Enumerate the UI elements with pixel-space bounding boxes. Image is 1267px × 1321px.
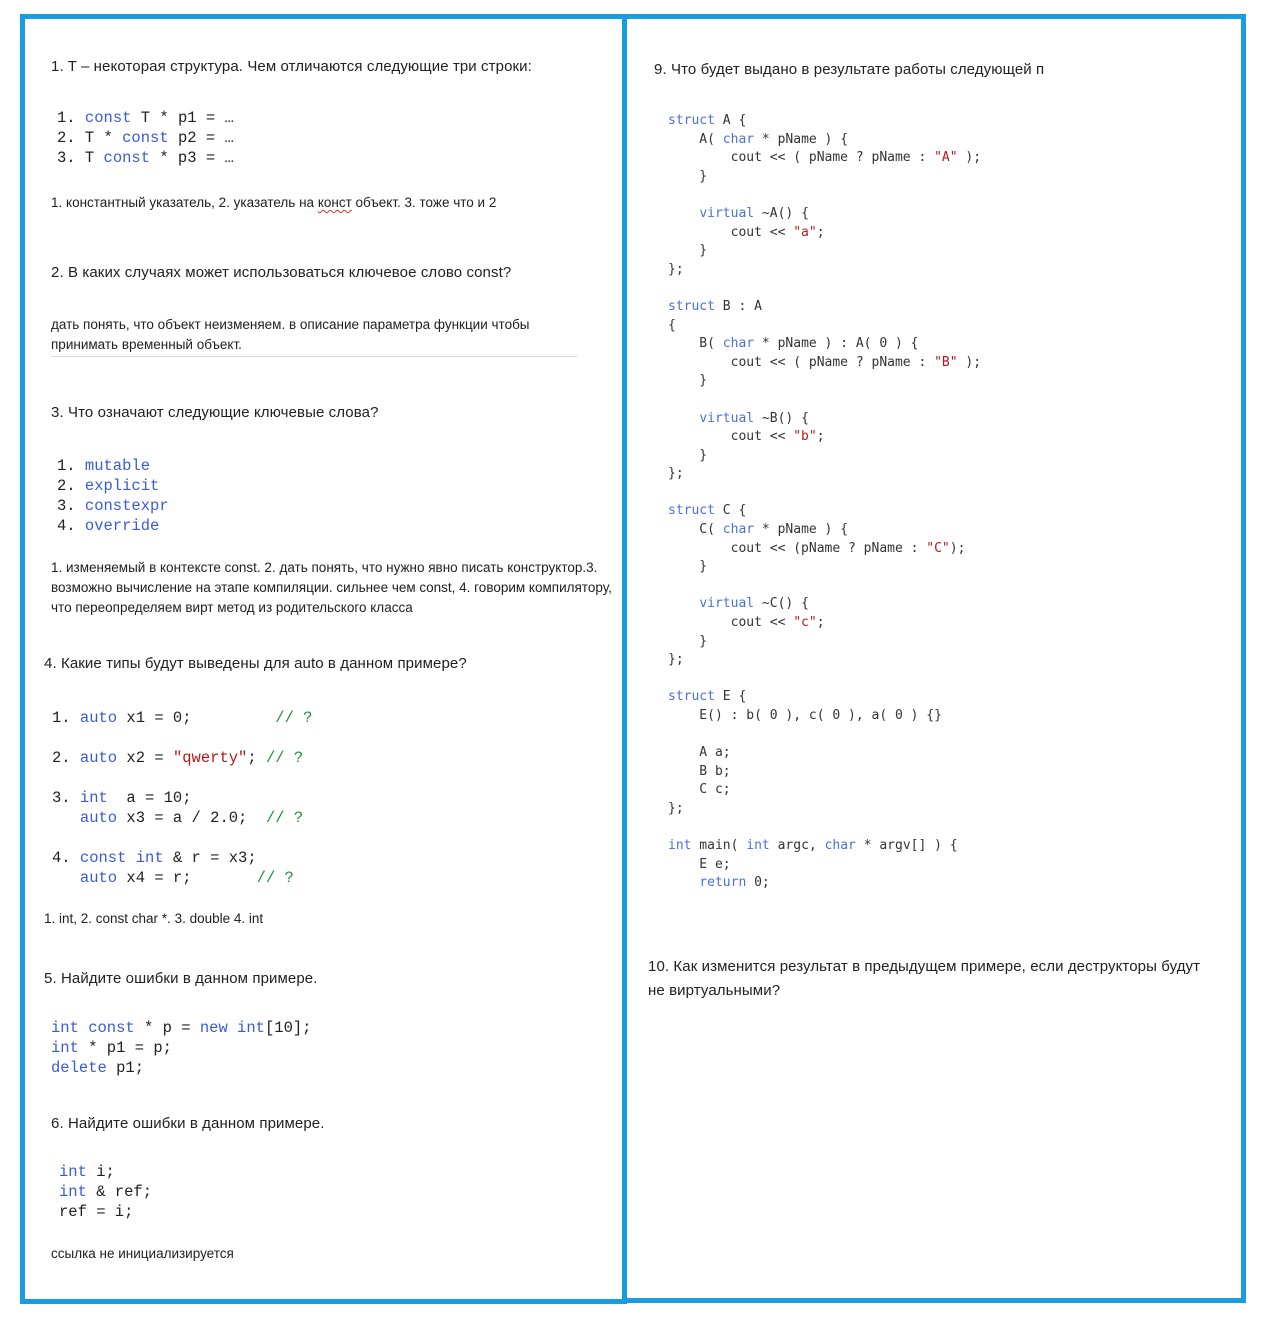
question-5-title: 5. Найдите ошибки в данном примере.: [44, 970, 318, 987]
question-2-answer: дать понять, что объект неизменяем. в описание параметра функции чтобы принимать временный объект.: [51, 317, 530, 352]
question-6-answer: ссылка не инициализируется: [51, 1246, 234, 1261]
question-9-title: 9. Что будет выдано в результате работы следующей п: [654, 61, 1045, 78]
question-2-title: 2. В каких случаях может использоваться ключевое слово const?: [51, 264, 512, 281]
question-4-title: 4. Какие типы будут выведены для auto в данном примере?: [44, 655, 467, 672]
question-3-title: 3. Что означают следующие ключевые слова?: [51, 404, 379, 421]
question-4-code: 1. auto x1 = 0; // ? 2. auto x2 = "qwerty"; // ? 3. int a = 10; auto x3 = a / 2.0; // ? 4. const int & r = x3; auto x4 = r; // ?: [52, 709, 313, 887]
question-1-title: 1. T – некоторая структура. Чем отличаются следующие три строки:: [51, 58, 532, 75]
question-3-code: 1. mutable 2. explicit 3. constexpr 4. override: [57, 457, 169, 535]
question-4-answer: 1. int, 2. const char *. 3. double 4. int: [44, 911, 264, 926]
question-9-code: struct A { A( char * pName ) { cout << ( pName ? pName : "A" ); } virtual ~A() { cout << "a"; } }; struct B : A { B( char * pName ) : A( 0 ) { cout << ( pName ? pName : "B" ); } virtual ~B() { cout << "b"; } }; struct C { C( char * pName ) { cout << (pName ? pName : "C"); } virtual ~C() { cout << "c"; } }; struct E { E() : b( 0 ), c( 0 ), a( 0 ) {} A a; B b; C c; }; int main( int argc, char * argv[] ) { E e; return 0;: [668, 113, 982, 891]
divider: [51, 356, 577, 357]
question-3-answer: 1. изменяемый в контексте const. 2. дать понять, что нужно явно писать конструктор.3. возможно вычисление на этапе компиляции. сильнее чем const, 4. говорим компилятору, что переопределяем вирт метод из родительского класса: [51, 560, 612, 615]
question-10-title: 10. Как изменится результат в предыдущем примере, если деструкторы будут не виртуальными?: [648, 958, 1201, 999]
question-1-code: 1. const T * p1 = … 2. T * const p2 = … 3. T const * p3 = …: [57, 109, 234, 167]
question-6-code: int i; int & ref; ref = i;: [59, 1163, 153, 1221]
question-5-code: int const * p = new int[10]; int * p1 = p; delete p1;: [51, 1019, 312, 1077]
spellcheck-word[interactable]: конст: [317, 195, 352, 210]
question-6-title: 6. Найдите ошибки в данном примере.: [51, 1115, 325, 1132]
question-1-answer: 1. константный указатель, 2. указатель на конст объект. 3. тоже что и 2: [51, 195, 497, 210]
